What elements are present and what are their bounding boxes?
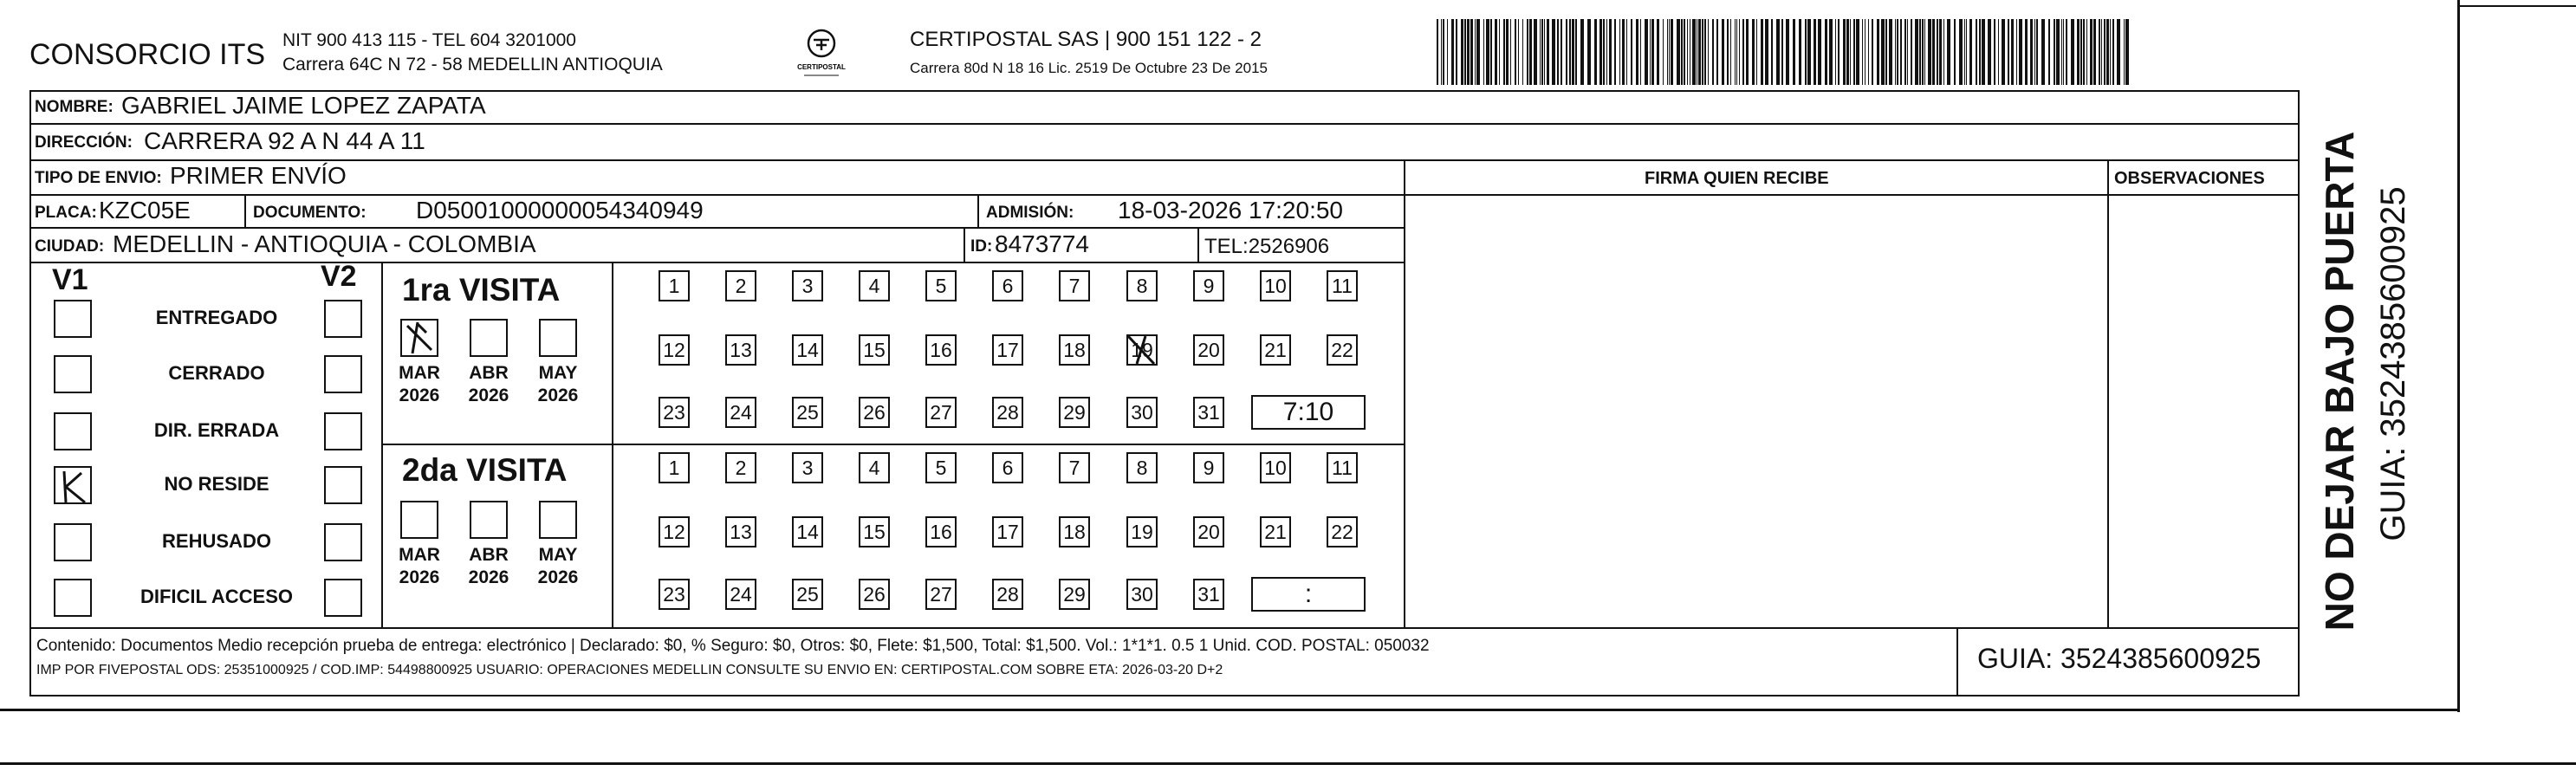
v2-checkbox[interactable] (324, 523, 362, 561)
v2-header: V2 (321, 260, 357, 293)
day-box-24[interactable]: 24 (725, 579, 756, 610)
visit-divider (381, 444, 1404, 445)
documento-value: D05001000000054340949 (416, 197, 704, 224)
imp-text: IMP POR FIVEPOSTAL ODS: 25351000925 / COD.IMP: 54498800925 USUARIO: OPERACIONES MEDELLIN CONSULTE SU ENVIO EN: CERTIPOSTAL.COM SOBRE ETA: 2026-03-20 D+2 (36, 663, 1223, 677)
day-box-16[interactable]: 16 (925, 516, 957, 547)
day-box-22[interactable]: 22 (1327, 334, 1358, 366)
day-box-14[interactable]: 14 (792, 334, 823, 366)
side-guia: GUIA: 3524385600925 (2374, 186, 2412, 541)
observaciones-header: OBSERVACIONES (2114, 169, 2265, 188)
day-box-17[interactable]: 17 (992, 334, 1023, 366)
day-box-5[interactable]: 5 (925, 452, 957, 483)
day-box-2[interactable]: 2 (725, 452, 756, 483)
v2-checkbox[interactable] (324, 579, 362, 617)
day-box-12[interactable]: 12 (659, 516, 690, 547)
day-box-1[interactable]: 1 (659, 452, 690, 483)
v1-header: V1 (52, 263, 88, 296)
v1-checkbox[interactable] (54, 579, 92, 617)
month-label: MAY 2026 (537, 545, 579, 588)
id-label: ID: (970, 237, 993, 256)
day-box-15[interactable]: 15 (859, 334, 890, 366)
shipment-form (29, 90, 2300, 696)
day-box-4[interactable]: 4 (859, 270, 890, 301)
ciudad-value: MEDELLIN - ANTIOQUIA - COLOMBIA (113, 230, 536, 257)
month-check-mark-icon (400, 319, 438, 357)
month-label: ABR 2026 (468, 363, 509, 406)
footer-guia-divider (1956, 627, 1958, 696)
status-label: DIFICIL ACCESO (140, 586, 294, 607)
day-box-23[interactable]: 23 (659, 397, 690, 428)
svg-text:CERTIPOSTAL: CERTIPOSTAL (797, 63, 846, 71)
id-value: 8473774 (995, 230, 1090, 257)
placa-label: PLACA: (35, 204, 97, 222)
tel-field: TEL:2526906 (1204, 235, 1330, 258)
v2-checkbox[interactable] (324, 355, 362, 393)
company-name: CONSORCIO ITS (29, 38, 266, 71)
day-box-13[interactable]: 13 (725, 516, 756, 547)
frame-bottom-line (0, 709, 2459, 711)
day-box-13[interactable]: 13 (725, 334, 756, 366)
day-box-12[interactable]: 12 (659, 334, 690, 366)
day-box-24[interactable]: 24 (725, 397, 756, 428)
day-box-27[interactable]: 27 (925, 397, 957, 428)
day-box-1[interactable]: 1 (659, 270, 690, 301)
day-box-18[interactable]: 18 (1059, 334, 1090, 366)
day-box-7[interactable]: 7 (1059, 452, 1090, 483)
day-box-17[interactable]: 17 (992, 516, 1023, 547)
row-line-1 (29, 123, 2300, 125)
day-box-4[interactable]: 4 (859, 452, 890, 483)
documento-label: DOCUMENTO: (253, 204, 367, 222)
placa-value: KZC05E (99, 197, 191, 224)
day-box-11[interactable]: 11 (1327, 452, 1358, 483)
day-box-22[interactable]: 22 (1327, 516, 1358, 547)
status-label: CERRADO (168, 362, 265, 384)
nombre-value: GABRIEL JAIME LOPEZ ZAPATA (121, 92, 486, 119)
frame-top-right-line (2459, 5, 2576, 7)
v1-checkbox[interactable] (54, 412, 92, 450)
barcode (1437, 19, 2132, 85)
day-box-23[interactable]: 23 (659, 579, 690, 610)
admision-divider (977, 194, 979, 229)
day-box-2[interactable]: 2 (725, 270, 756, 301)
day-box-25[interactable]: 25 (792, 579, 823, 610)
time-box[interactable]: : (1251, 577, 1366, 612)
row-line-3 (29, 194, 2300, 196)
id-divider (964, 227, 965, 263)
day-box-21[interactable]: 21 (1260, 334, 1291, 366)
status-label: ENTREGADO (155, 307, 278, 328)
ciudad-label: CIUDAD: (35, 237, 105, 256)
admision-value: 18-03-2026 17:20:50 (1118, 197, 1343, 224)
admision-label: ADMISIÓN: (986, 204, 1074, 222)
day-box-31[interactable]: 31 (1193, 397, 1224, 428)
status-label: DIR. ERRADA (153, 419, 280, 441)
placa-divider (244, 194, 246, 229)
day-box-20[interactable]: 20 (1193, 334, 1224, 366)
day-box-6[interactable]: 6 (992, 270, 1023, 301)
day-box-28[interactable]: 28 (992, 579, 1023, 610)
v1-checkbox[interactable] (54, 300, 92, 338)
day-box-21[interactable]: 21 (1260, 516, 1291, 547)
contenido-text: Contenido: Documentos Medio recepción prueba de entrega: electrónico | Declarado: $0, % Seguro: $0, Otros: $0, Flete: $1,500, Total: $1,500. Vol.: 1*1*1. 0.5 1 Unid. COD. POSTAL: 050032 (36, 637, 1430, 655)
day-box-19[interactable]: 19 (1126, 334, 1158, 366)
day-box-9[interactable]: 9 (1193, 452, 1224, 483)
status-label: REHUSADO (162, 530, 271, 552)
day-box-30[interactable]: 30 (1126, 397, 1158, 428)
v1-checkbox[interactable] (54, 355, 92, 393)
row-line-2 (29, 159, 2300, 161)
day-box-25[interactable]: 25 (792, 397, 823, 428)
side-warning: NO DEJAR BAJO PUERTA (2317, 131, 2362, 632)
v2-checkbox[interactable] (324, 412, 362, 450)
courier-name: CERTIPOSTAL SAS | 900 151 122 - 2 (910, 28, 1262, 51)
first-visit-title: 1ra VISITA (402, 272, 561, 308)
month-label: MAY 2026 (537, 363, 579, 406)
day-box-31[interactable]: 31 (1193, 579, 1224, 610)
day-box-9[interactable]: 9 (1193, 270, 1224, 301)
page-bottom-line (0, 762, 2576, 765)
firma-header-left (1404, 159, 1405, 196)
day-box-29[interactable]: 29 (1059, 579, 1090, 610)
courier-address: Carrera 80d N 18 16 Lic. 2519 De Octubre 23 De 2015 (910, 60, 1268, 76)
day-box-26[interactable]: 26 (859, 579, 890, 610)
day-box-27[interactable]: 27 (925, 579, 957, 610)
day-box-7[interactable]: 7 (1059, 270, 1090, 301)
day-box-18[interactable]: 18 (1059, 516, 1090, 547)
day-box-19[interactable]: 19 (1126, 516, 1158, 547)
tipo-value: PRIMER ENVÍO (170, 162, 347, 189)
day-box-8[interactable]: 8 (1126, 452, 1158, 483)
status-label: NO RESIDE (164, 473, 269, 495)
v2-checkbox[interactable] (324, 466, 362, 504)
month-label: MAR 2026 (399, 363, 440, 406)
day-box-10[interactable]: 10 (1260, 452, 1291, 483)
time-box[interactable]: 7:10 (1251, 395, 1366, 430)
tipo-label: TIPO DE ENVIO: (35, 169, 162, 187)
second-visit-title: 2da VISITA (402, 452, 568, 488)
direccion-value: CARRERA 92 A N 44 A 11 (144, 127, 425, 154)
month-label: MAR 2026 (399, 545, 440, 588)
obs-left-line (2107, 159, 2109, 628)
day-check-mark-icon (1125, 333, 1159, 367)
footer-top-line (29, 627, 2300, 629)
firma-header: FIRMA QUIEN RECIBE (1645, 169, 1829, 188)
check-mark-icon (55, 468, 94, 506)
v2-checkbox[interactable] (324, 300, 362, 338)
frame-right-line (2457, 0, 2460, 712)
day-box-15[interactable]: 15 (859, 516, 890, 547)
direccion-label: DIRECCIÓN: (35, 133, 133, 152)
month-checkbox[interactable] (470, 501, 508, 539)
day-box-30[interactable]: 30 (1126, 579, 1158, 610)
day-box-26[interactable]: 26 (859, 397, 890, 428)
v1-checkbox[interactable] (54, 466, 92, 504)
day-box-14[interactable]: 14 (792, 516, 823, 547)
v1-checkbox[interactable] (54, 523, 92, 561)
day-box-28[interactable]: 28 (992, 397, 1023, 428)
nombre-label: NOMBRE: (35, 98, 114, 116)
day-box-5[interactable]: 5 (925, 270, 957, 301)
day-box-11[interactable]: 11 (1327, 270, 1358, 301)
day-box-3[interactable]: 3 (792, 270, 823, 301)
day-box-8[interactable]: 8 (1126, 270, 1158, 301)
footer-guia: GUIA: 3524385600925 (1977, 643, 2261, 674)
day-box-10[interactable]: 10 (1260, 270, 1291, 301)
month-checkbox[interactable] (400, 501, 438, 539)
firma-left-line (1404, 194, 1405, 628)
month-checkbox[interactable] (539, 501, 577, 539)
month-checkbox[interactable] (470, 319, 508, 357)
day-box-6[interactable]: 6 (992, 452, 1023, 483)
company-address: Carrera 64C N 72 - 58 MEDELLIN ANTIOQUIA (282, 55, 663, 75)
day-box-20[interactable]: 20 (1193, 516, 1224, 547)
tel-divider (1197, 227, 1199, 263)
day-box-3[interactable]: 3 (792, 452, 823, 483)
month-checkbox[interactable] (539, 319, 577, 357)
day-box-16[interactable]: 16 (925, 334, 957, 366)
day-box-29[interactable]: 29 (1059, 397, 1090, 428)
month-label: ABR 2026 (468, 545, 509, 588)
company-nit: NIT 900 413 115 - TEL 604 3201000 (282, 30, 576, 50)
certipostal-logo (795, 26, 847, 80)
